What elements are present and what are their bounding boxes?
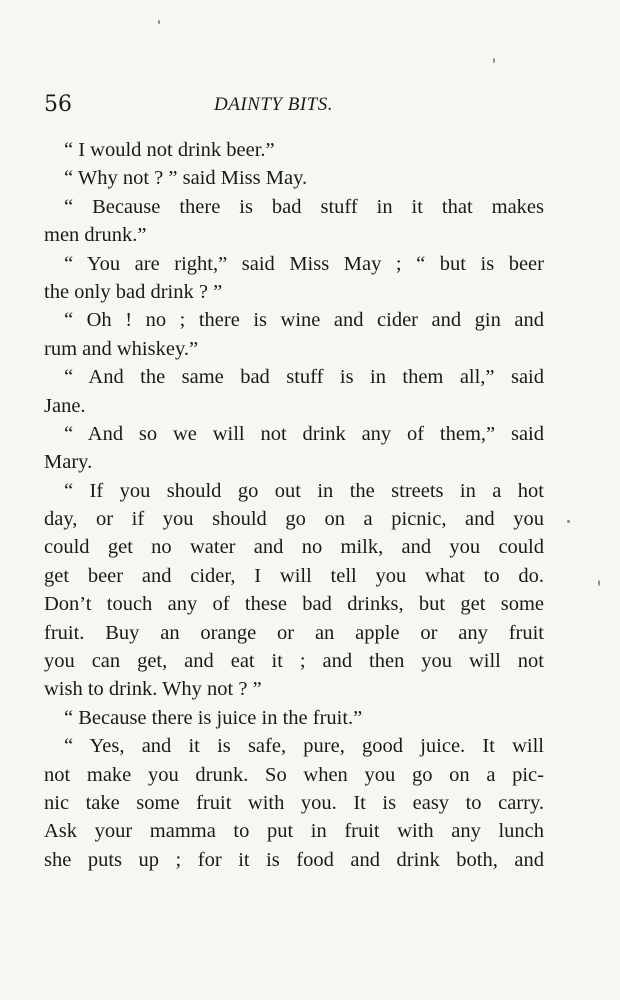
text-line: day, or if you should go on a picnic, and you: [44, 508, 544, 531]
paper-speck: [158, 20, 160, 24]
text-line: “ Because there is bad stuff in it that makes: [64, 195, 544, 218]
text-line: she puts up ; for it is food and drink both, and: [44, 848, 544, 871]
text-line: could get no water and no milk, and you could: [44, 536, 544, 559]
text-line: get beer and cider, I will tell you what to do.: [44, 564, 544, 587]
text-line: you can get, and eat it ; and then you will not: [44, 650, 544, 673]
text-line: “ And so we will not drink any of them,” said: [64, 422, 544, 445]
page-header: [44, 92, 544, 122]
text-line: nic take some fruit with you. It is easy to carry.: [44, 791, 544, 814]
paper-speck: [567, 520, 570, 523]
text-line: rum and whiskey.”: [44, 337, 199, 360]
running-title: DAINTY BITS.: [214, 94, 333, 115]
text-line: “ I would not drink beer.”: [64, 139, 275, 161]
text-line: Jane.: [44, 394, 86, 417]
text-line: not make you drunk. So when you go on a pic-: [44, 763, 544, 786]
page-number: 56: [44, 92, 72, 117]
text-line: “ Why not ? ” said Miss May.: [64, 167, 308, 190]
text-line: “ Yes, and it is safe, pure, good juice. It will: [64, 735, 544, 758]
body-text: [44, 136, 544, 874]
text-line: “ You are right,” said Miss May ; “ but is beer: [64, 252, 544, 275]
text-line: Ask your mamma to put in fruit with any lunch: [44, 820, 544, 843]
paper-speck: [598, 580, 600, 586]
text-line: “ Because there is juice in the fruit.”: [64, 706, 363, 729]
text-line: Don’t touch any of these bad drinks, but get some: [44, 593, 544, 616]
text-line: the only bad drink ? ”: [44, 280, 223, 303]
text-line: Mary.: [44, 451, 93, 474]
text-line: “ And the same bad stuff is in them all,” said: [64, 366, 544, 389]
text-line: wish to drink. Why not ? ”: [44, 678, 262, 701]
text-line: “ Oh ! no ; there is wine and cider and gin and: [64, 309, 544, 332]
paper-speck: [493, 58, 495, 63]
text-line: men drunk.”: [44, 224, 147, 247]
text-line: “ If you should go out in the streets in a hot: [64, 479, 544, 502]
text-line: fruit. Buy an orange or an apple or any fruit: [44, 621, 544, 644]
